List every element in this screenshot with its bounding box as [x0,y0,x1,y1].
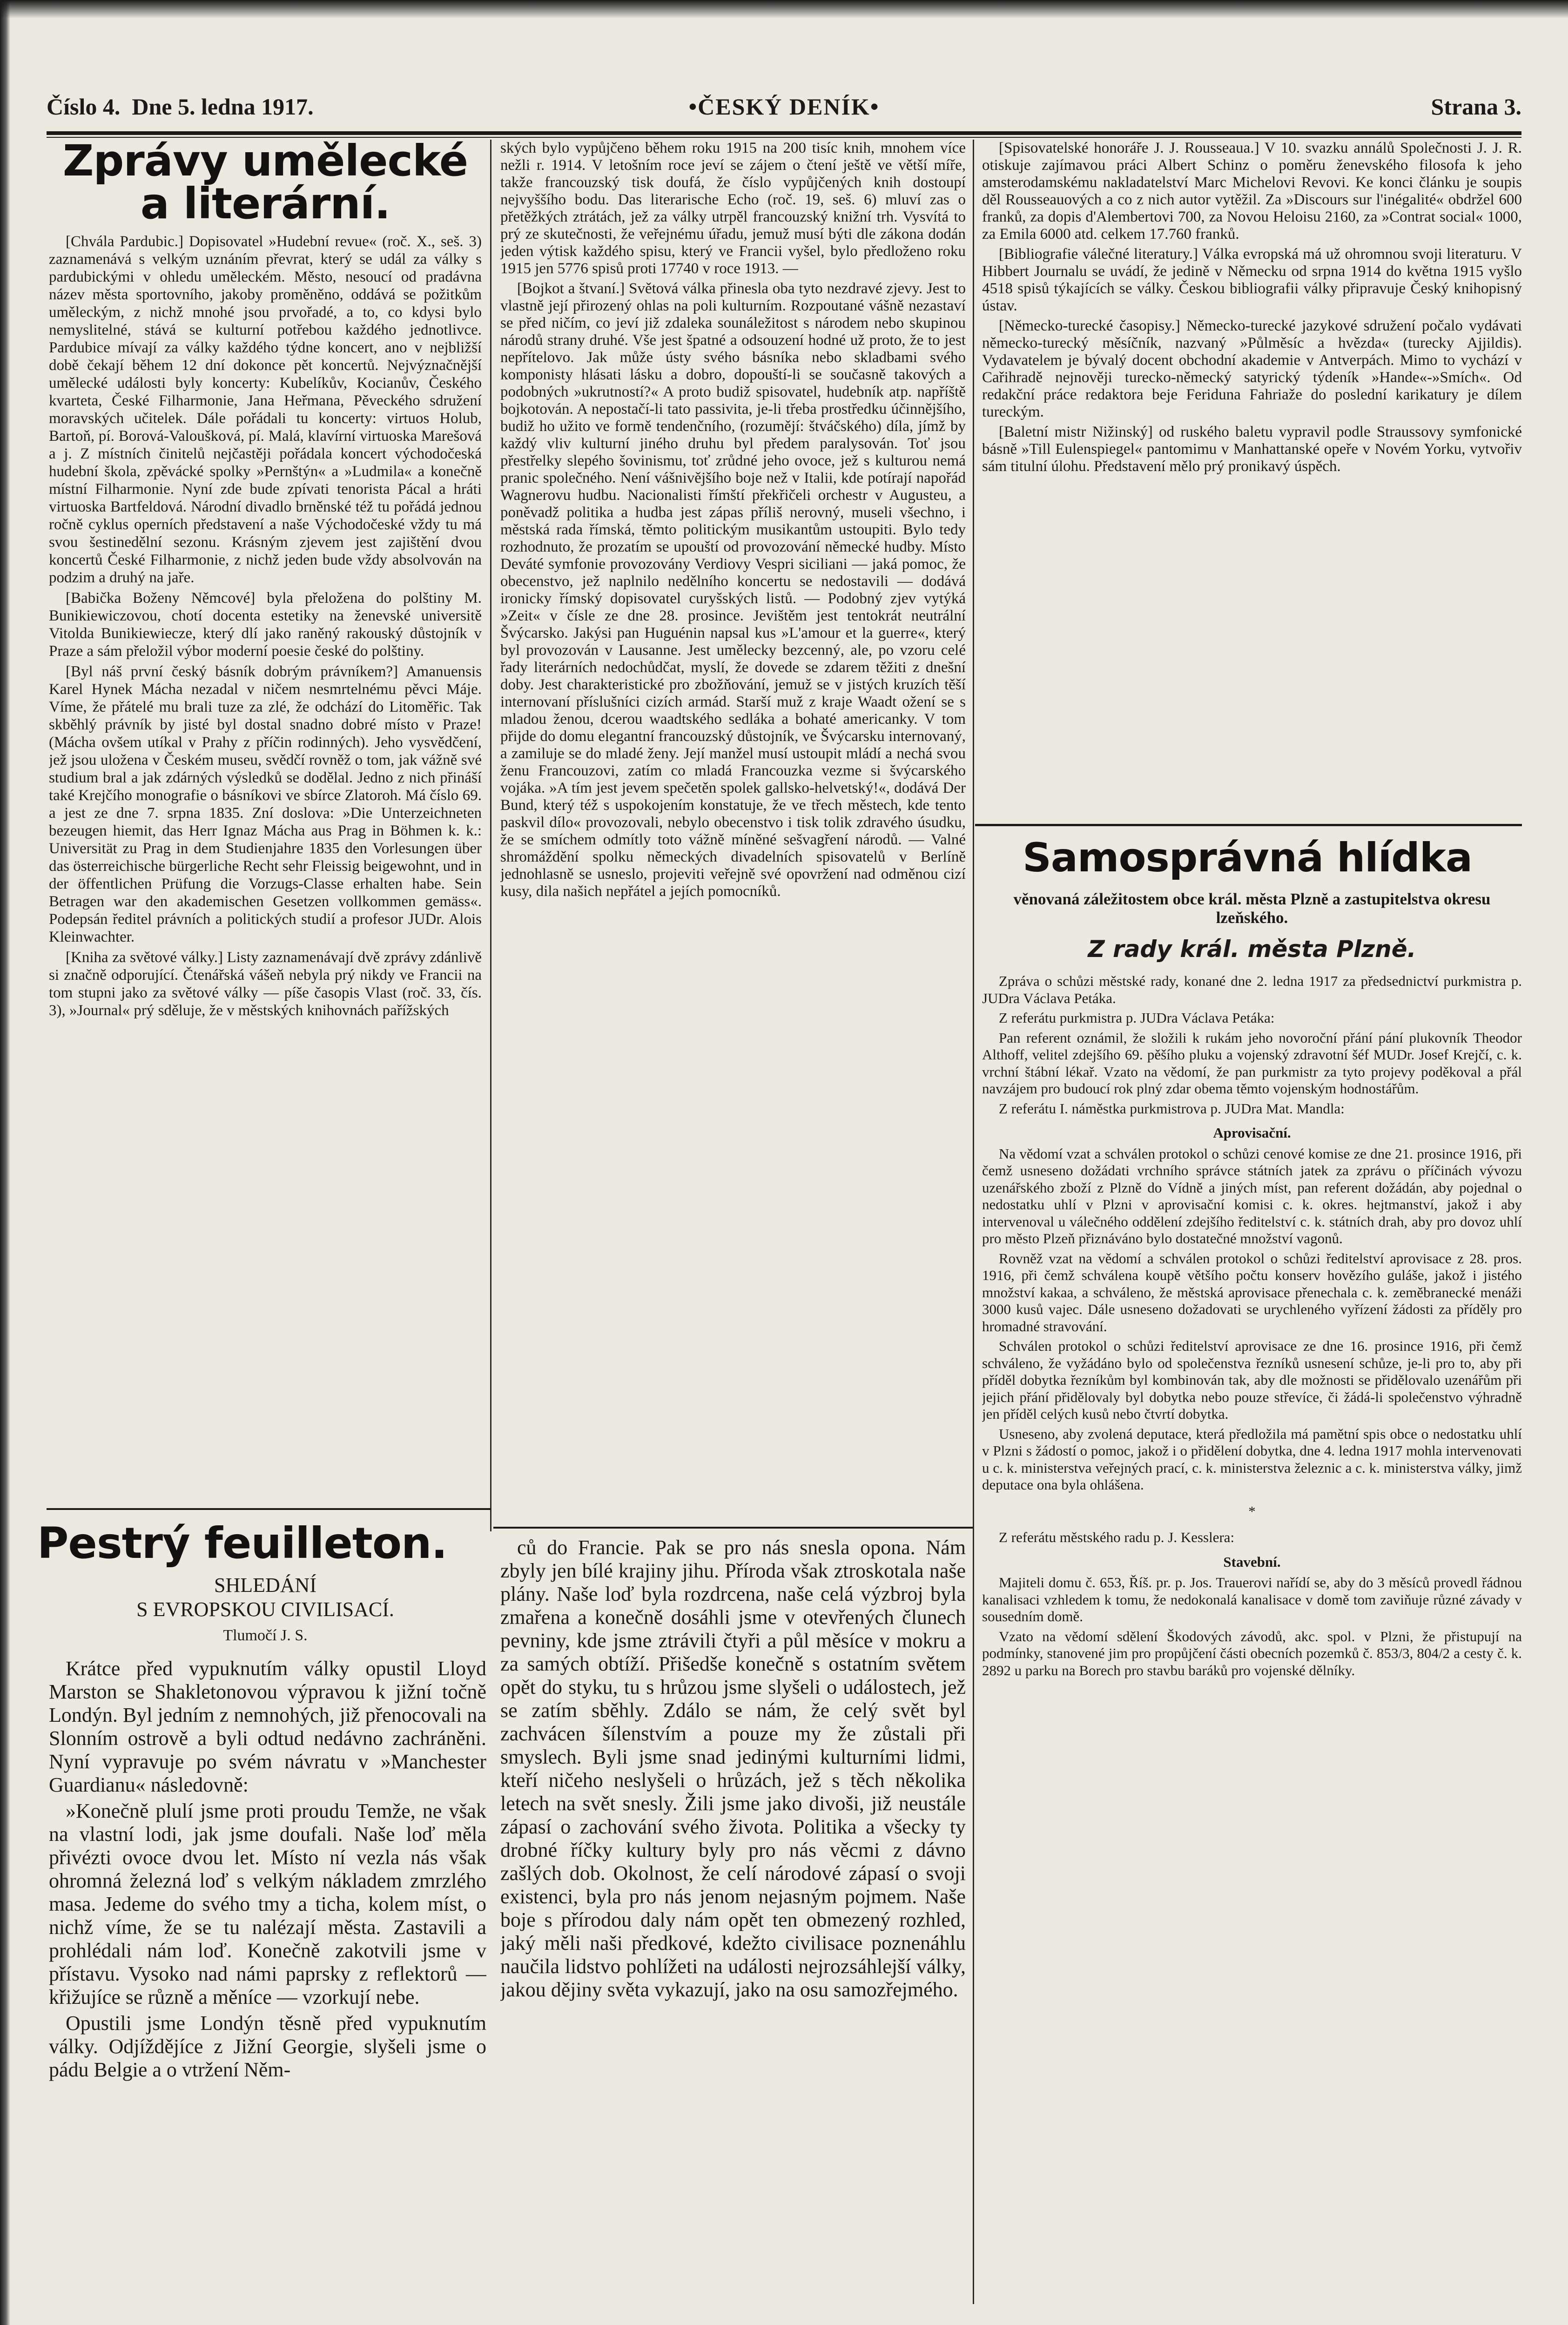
council-intro: Zpráva o schůzi městské rady, konané dne 2. ledna 1917 za předsednictví purkmistra p. JUDra Václava Petáka. [982,973,1522,1006]
article-bibliografie: [Bibliografie válečné literatury.] Válka evropská má už ohromnou svoji literaturu. V Hibbert Journalu se uvádí, že jedině v Německu od srpna 1914 do května 1915 vyšlo 4518 spisů týkajících se války. Českou bibliografii války připravuje Český knihopisný ústav. [982,246,1522,314]
report-text: Schválen protokol o schůzi ředitelství aprovisace ze dne 16. prosince 1916, při čemž schváleno, že vyžádáno bylo od společenstva řezníků usnesení schůze, je-li pro to, aby při příděl dobytka řezníkům byl kombinován tak, aby dle možnosti se přidělovalo uzenářům při jejich přání přidělovaly byl dobytka nebo pouze střevíce, či žádá-li společenstvo výhradně jen příděl celých kusů nebo čtvrtí dobytka. [982,1338,1522,1422]
article-pardubice: [Chvála Pardubic.] Dopisovatel »Hudební revue« (roč. X., seš. 3) zaznamenává s velkým uznáním převrat, který se udál za války s pardubickými v ohledu uměleckém. Město, nesoucí od pradávna název města sportovního, jakoby proměněno, oddává se požitkům uměleckým, z nichž mnohé jsou prvořadé, a to, co kdysi bylo nemyslitelné, stává se kulturní potřebou každého jednotlivce. Pardubice mívají za války každého týdne koncert, ano v nejbližší době čekají během 12 dní dokonce pět koncertů. Nejvýznačnější umělecké události byly koncerty: Kubelíkův, Kocianův, Českého kvarteta, České Filharmonie, Jana Heřmana, Pěveckého sdružení moravských učitelek. Dále pořádali tu koncerty: virtuos Holub, Bartoň, pí. Borová-Valoušková, pí. Malá, klavírní virtuoska Marešová a j. Z místních činitelů nejčastěji pořádala koncert východočeská hudební škola, zpěvácké spolky »Pernštýn« a »Ludmila« a konečně místní Filharmonie. Nyní zde bude zpívati tenorista Pácal a hráti virtuoska Bartfeldová. Národní divadlo brněnské též tu pořádá jednou ročně cyklus operních představení a naše Východočeské vždy tu má svou šestinedělní sezonu. Krásným zjevem jest zajištění dvou koncertů České Filharmonie, z nichž jeden bude vždy absolvován na podzim a druhý na jaře. [49,233,482,586]
article-casopisy: [Německo-turecké časopisy.] Německo-turecké jazykové sdružení počalo vydávati německo-turecký měsíčník, nazvaný »Půlměsíc a hvězda« (turecky Ajjildis). Vydavatelem je bývalý docent obchodní akademie v Antverpách. Mimo to vychází v Cařihradě nejnověji turecko-německý satyrický týdeník »Hande«-»Smích«. Od redakční práce redaktora beje Feriduna Fahriaže do poslední karikatury je dílem tureckým. [982,317,1522,420]
article-rousseau: [Spisovatelské honoráře J. J. Rousseaua.] V 10. svazku annálů Společnosti J. J. R. otiskuje zajímavou práci Albert Schinz o poměru ženevského filosofa k jeho amsterodamskému nakladatelství Marc Michelovi Revovi. Ke konci článku je soupis děl Rousseauových a co z nich autor vytěžil. Za »Discours sur l'inégalité« obdržel 600 franků, za dopis d'Alembertovi 700, za Novou Heloisu 2160, za »Contrat social« 1000, za Emila 6000 atd. celkem 17.760 franků. [982,140,1522,243]
feuilleton-para: ců do Francie. Pak se pro nás snesla opona. Nám zbyly jen bílé krajiny jihu. Příroda však ztroskotala naše plány. Naše loď byla rozdrcena, naše celá výzbroj byla zmařena a konečně dosáhli jsme v otevřených člunech pevniny, kde jsme ztrávili čtyři a půl měsíce v mokru a za samých obtíží. Přišedše konečně s ostatním světem opět do styku, tu s hrůzou jsme slyšeli o událostech, jež se zatím sběhly. Zdálo se nám, že celý svět byl zachvácen šílenstvím a pouze my že zůstali při smyslech. Byli jsme snad jedinými kulturními lidmi, kteří ničeho neslyšeli o hrůzách, jež s těch několika letech na svět snesly. Žili jsme jako divoši, již neustále zápasí o zachování svého života. Politika a všecky ty drobné říčky kultury byly pro nás věcmi z dávno zašlých dob. Okolnost, že celí národové zápasí o svoji existenci, byla pro nás jenom nejasným pojmem. Naše boje s přírodou daly nám opět ten obmezený rozhled, jaký měli naši předkové, kdežto civilisace poznenáhlu naučila lidstvo pohlížeti na události nejrozsáhlejší války, jakou dějiny světa vykazují, jako na osu samozřejmého. [500,1536,966,2001]
scan-edge-top [0,0,1568,19]
subsection-stavebni: Stavební. [1223,1553,1281,1570]
report-text: Pan referent oznámil, že složili k rukám jeho novoroční přání pání plukovník Theodor Althoff, velitel zdejšího 69. pěšího pluku a vojenský zdravotní šéf MUDr. Josef Krejčí, c. k. vrchní štábní lékař. Vzato na vědomí, že pan purkmistr za tyto projevy poděkoval a přál navzájem pro budoucí rok plný zdar obema těmto vojenským hodnostářům. [982,1029,1522,1097]
section-heading-zpravy: Zprávy umělecké a literární. [62,136,468,229]
separator-star: * [1248,1503,1256,1519]
column-divider-2 [973,140,974,2304]
section-rule-col2 [493,1527,973,1529]
samosprava-subheading: Z rady král. města Plzně. [1088,936,1416,963]
feuilleton-para: Krátce před vypuknutím války opustil Lloyd Marston se Shakletonovou výpravou k jižní točně Londýn. Byl jedním z nemnohých, již přenocovali na Slonním ostrově a byli odtud nedávno zachráněni. Nyní vypravuje po svém návratu v »Manchester Guardianu« následovně: [49,1657,486,1796]
feuilleton-para: Opustili jsme Londýn těsně před vypuknutím války. Odjíždějíce z Jižní Georgie, slyšeli jsme o pádu Belgie a o vtržení Něm- [49,2012,486,2081]
article-nizinsky: [Baletní mistr Nižinský] od ruského baletu vypravil podle Straussovy symfonické básně »Till Eulenspiegel« pantomimu v Manhattanské opeře v Novém Yorku, vytvořiv sám titulní úlohu. Představení mělo prý pronikavý úspěch. [982,424,1522,475]
column-1-articles [49,233,482,1499]
column-3-articles [982,140,1522,863]
feuilleton-subtitle [49,1573,482,1622]
newspaper-title: •ČESKÝ DENÍK• [688,94,880,120]
report-text: Majiteli domu č. 653, Říš. pr. p. Jos. Trauerovi nařídí se, aby do 3 měsíců provedl řádnou kanalisaci vzhledem k tomu, že nedokonalá kanalisace v domě tom zaviňuje různé závady v sousedním domě. [982,1574,1522,1624]
article-kniha-cont: ských bylo vypůjčeno během roku 1915 na 200 tisíc knih, mnohem více nežli r. 1914. V letošním roce jeví se zájem o čtení ještě ve větší míře, takže francouzský tisk doufá, že číslo vypůjčených knih dostoupí nejvyššího bodu. Das literarische Echo (roč. 19, seš. 6) mluví zas o přetěžkých ztrátách, jež za války utrpěl francouzský knižní trh. Vysvítá to prý ze skutečnosti, že veřejnému úřadu, jemuž musí býti dle zákona dodán jeden výtisk každého spisu, který ve Francii vyšel, bylo předloženo roku 1915 jen 5776 spisů proti 17740 v roce 1913. — [500,140,966,277]
page-number: Strana 3. [1431,94,1521,120]
scan-edge-left [0,0,10,2325]
feuilleton-translator: Tlumočí J. S. [223,1627,308,1644]
issue-date: Číslo 4. Dne 5. ledna 1917. [47,94,314,120]
report-text: Rovněž vzat na vědomí a schválen protokol o schůzi ředitelství aprovisace z 28. pros. 1916, při čemž schválena koupě většího počtu konserv hovězího guláše, jakož i jistého množství kakaa, a schváleno, že městská aprovisace přenechala c. k. zeměbranecké menáži 3000 kusů vajec. Dále usneseno dožadovati se urychleného vyřízení žádosti za příděly pro hromadné stravování. [982,1250,1522,1334]
article-babicka: [Babička Boženy Němcové] byla přeložena do polštiny M. Bunikiewiczovou, chotí docenta estetiky na ženevské universitě Vitolda Bunikiewiecze, který dlí jako raněný rakouský důstojník v Praze a sám přeložil výbor moderní poesie české do polštiny. [49,590,482,660]
feuilleton-para: »Konečně plulí jsme proti proudu Temže, ne však na vlastní lodi, jak jsme doufali. Naše loď měla přivézti ovoce dvou let. Místo ní vezla nás však ohromná železná loď s velkým nákladem zmrzlého masa. Jedeme do svého tmy a ticha, kolem míst, o nichž víme, že se tu nalézají města. Zastavili a prohlédali nám loď. Konečně zakotvili jsme v přístavu. Vysoko nad námi paprsky z reflektorů — křižujíce se různě a měníce — vzorkují nebe. [49,1799,486,2008]
feuilleton-body [49,1657,486,2309]
samosprava-subtitle: věnovaná záležitostem obce král. města Plzně a zastupitelstva okresu lzeňského. [1013,890,1491,927]
report-heading: Z referátu I. náměstka purkmistrova p. JUDra Mat. Mandla: [999,1100,1345,1117]
report-heading: Z referátu purkmistra p. JUDra Václava Petáka: [999,1010,1275,1026]
section-rule-col3 [975,824,1522,826]
feuilleton-subtitle-line1: SHLEDÁNÍ [214,1574,316,1597]
article-macha: [Byl náš první český básník dobrým právníkem?] Amanuensis Karel Hynek Mácha nezadal v ničem nesmrtelnému pěvci Máje. Víme, že přátelé mu brali tuze za zlé, že odchází do Litoměřic. Tak skběhlý právník by jisté byl dostal snadno dobré místo v Praze! (Mácha ovšem utíkal v Prahy z příčin rodinných). Jeho vysvědčení, jež jsou uložena v Českém museu, svědčí rovněž o tom, jak vážně své studium bral a jak zdárných výsledků se dodělal. Jedno z nich přináší také Krejčího monografie o básníkovi ve sbírce Zlatoroh. Má číslo 69. a jest ze dne 7. srpna 1835. Zní doslova: »Die Unterzeichneten bezeugen hiemit, das Herr Ignaz Mácha aus Prag in Böhmen k. k.: Universität zu Prag in dem Studienjahre 1835 den Vorlesungen über das österreichische bürgerliche Recht sehr Fleissig beigewohnt, und in der öffentlichen Prüfung die Vorzugs-Classe erhalten habe. Sein Betragen war den akademischen Gesetzen vollkommen gemäss«. Podepsán ředitel právních a politických studií a profesor JUDr. Alois Kleinwachter. [49,663,482,945]
samosprava-body [982,973,1522,2304]
subsection-aprovisacni: Aprovisační. [1213,1125,1291,1141]
report-text: Vzato na vědomí sdělení Škodových závodů, akc. spol. v Plzni, že přistupují na podmínky, stanovené jim pro propůjčení části obecních pozemků č. 853/3, 804/2 a cesty č. k. 2892 u parku na Borech pro stavbu baráků pro vojenské dělníky. [982,1628,1522,1678]
report-text: Usneseno, aby zvolená deputace, která předložila má pamětní spis obce o nedostatku uhlí v Plzni s žádostí o pomoc, jakož i o přidělení dobytka, dne 4. ledna 1917 mohla intervenovati u c. k. ministerstva veřejných prací, c. k. ministerstva železnic a c. k. ministerstva války, jimž deputace ona byla ohlášena. [982,1425,1522,1493]
masthead [47,93,1521,130]
column-divider-1 [490,140,491,1531]
section-heading-feuilleton: Pestrý feuilleton. [37,1518,447,1568]
feuilleton-subtitle-line2: S EVROPSKOU CIVILISACÍ. [136,1598,394,1621]
article-kniha: [Kniha za světové války.] Listy zaznamenávají dvě zprávy zdánlivě si značně odporující. Čtenářská vášeň nebyla prý nikdy ve Francii na tom stupni jako za světové války — píše časopis Vlast (roč. 33, čís. 3), »Journal« prý sděluje, že v městských knihovnách pařížských [49,949,482,1019]
section-rule-col1 [47,1508,491,1510]
article-bojkot: [Bojkot a štvaní.] Světová válka přinesla oba tyto nezdravé zjevy. Jest to vlastně její přirozený ohlas na poli kulturním. Rozpoutané vášně nezastaví se před ničím, co jeví již zdaleka sounáležitost s národem nebo skupinou národů strany druhé. Vše jest špatné a odsouzení hodné už proto, že to jest nepřítelovo. Jak může ústy svého básníka nebo skladbami svého komponisty hlásati lásku a dobro, dopouští-li se současně takových a podobných »ukrutností?« A proto budiž spisovatel, hudebník atp. napříště bojkotován. A nepostačí-li tato passivita, je-li třeba prostředku účinnějšího, budiž ho užito ve formě tendenčního, (rozumějí: štváčského) díla, jímž by každý vliv kulturní jiného druhu byl předem paralysován. Toť jsou přestřelky slepého šovinismu, toť zrůdné jeho ovoce, jež s kulturou nemá pranic společného. Není vášnivějšího boje než v Italii, kde potírají napořád Wagnerovu hudbu. Nacionalisti římští překřičeli orchestr v Augusteu, a poněvadž politika a hudba jest zápas příliš nerovný, museli všechno, i městská rada římská, těmto politickým musikantům ustoupiti. Bylo tedy rozhodnuto, že prozatím se upouští od provozování německé hudby. Místo Deváté symfonie provozovány Verdiovy Vespri siciliani — jaká pomoc, že obecenstvo, jež naplnilo nedělního koncertu se nedostavili — dodává ironicky římský dopisovatel curyšských listů. — Podobný zjev vytýká »Zeit« v čísle ze dne 28. prosince. Jevištěm jest tentokrát neutrální Švýcarsko. Jakýsi pan Huguénin napsal kus »L'amour et la guerre«, který byl provozován v Lausanne. Jest umělecky bezcenný, ale, po vzoru celé řady literárních nedochůdčat, myslí, že dovede se zdarem těžiti z dnešní doby. Jest charakteristické pro zbožňování, jemuž se v jistých kruzích těší internovaní příslušníci cizích armád. Starší muž z kraje Waadt ožení se s mladou ženou, dcerou waadtského sedláka a bohaté americanky. V tom přijde do domu elegantní francouzský důstojník, ve Švýcarsku internovaný, a zamiluje se do mladé ženy. Její manžel musí ustoupit mládí a nechá svou ženu Francouzovi, zatím co mladá Francouzka vezme si švýcarského vojáka. »A tím jest jevem spečetěn spolek gallsko-helvetský!«, dodává Der Bund, který též s uspokojením konstatuje, že ve třech městech, kde tento paskvil dílo« provozovali, nebylo obecenstvo i tisk tolik zdravého úsudku, že se smíchem odmítly toto vážně míněné sešvagření národů. — Valné shromáždění spolku německých divadelních spisovatelů v Berlíně jednohlasně se usneslo, projeviti veřejně své opovržení nad odměnou cizí kusy, dila našich nepřátel a jejích pomocníků. [500,280,966,900]
report-heading: Z referátu městského radu p. J. Kesslera: [999,1529,1235,1545]
feuilleton-continued [500,1536,966,2118]
report-text: Na vědomí vzat a schválen protokol o schůzi cenové komise ze dne 21. prosince 1916, při čemž usneseno dožádati vrchního správce státních jatek za zprávu o příčinách vývozu uzenářského zboží z Plzně do Vídně a jiných míst, pan referent dožádán, aby pojednal o nedostatku uhlí v Plzni v aprovisační komisi c. k. okres. hejtmanství, jakož i aby intervenoval u válečného oddělení zdejšího ředitelství c. k. státních drah, aby pro dovoz uhlí pro město Plzeň přiznáváno bylo dostatečné množství vagonů. [982,1145,1522,1247]
column-2-articles [500,140,966,1510]
section-heading-samosprava: Samosprávná hlídka [1022,835,1473,881]
